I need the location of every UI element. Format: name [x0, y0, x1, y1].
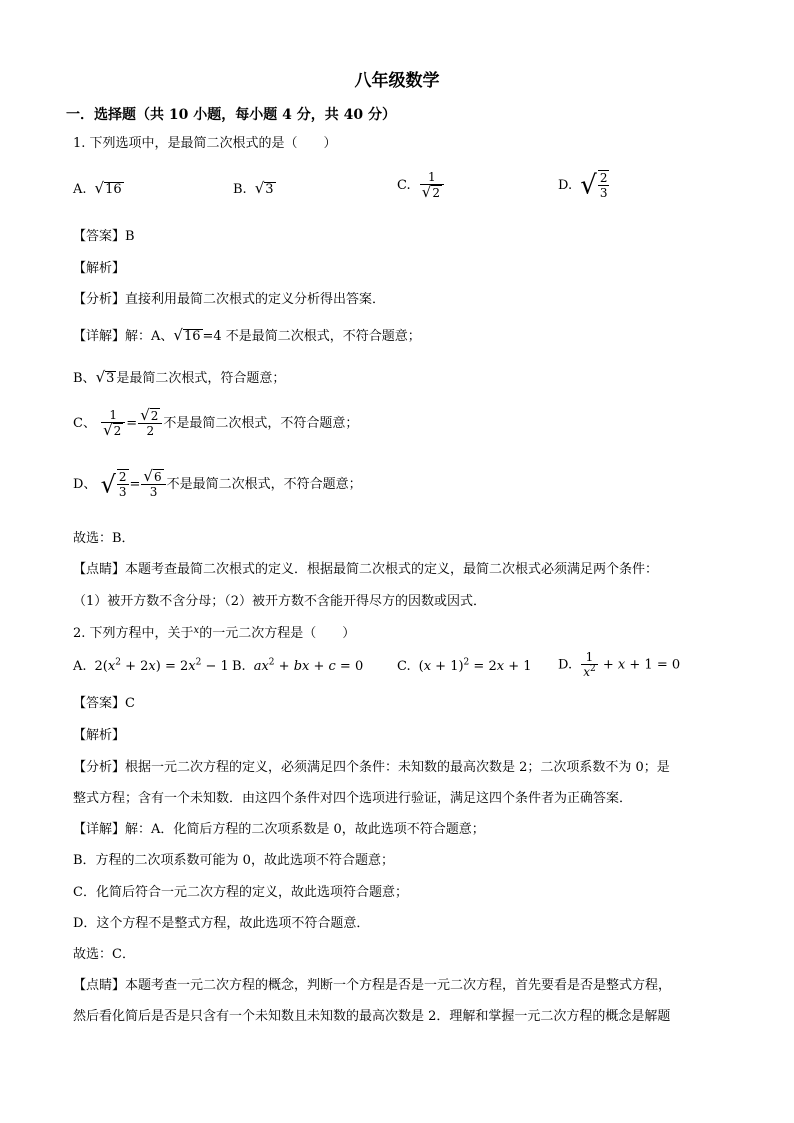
q2-detail-line4: D．这个方程不是整式方程，故此选项不符合题意． — [73, 916, 370, 931]
q1-option-a-label: A. — [73, 182, 87, 197]
q1-analysis-heading: 【解析】 — [73, 261, 126, 276]
q2-detail-line1: 【详解】解：A．化简后方程的二次项系数是 0，故此选项不符合题意； — [73, 822, 485, 837]
q2-stem — [73, 626, 355, 640]
q2-stem-suffix: 的一元二次方程是（ ） — [199, 626, 356, 641]
section-heading: 一．选择题（共 10 小题，每小题 4 分，共 40 分） — [66, 107, 396, 123]
q1-choose: 故选：B． — [73, 531, 135, 546]
q1-detail-c-num1: 1 — [109, 408, 118, 422]
q1-comment-line2: （1）被开方数不含分母；（2）被开方数不含能开得尽方的因数或因式． — [73, 594, 487, 609]
q1-option-d-numerator: 2 — [599, 171, 608, 185]
q1-detail-d-den1: 3 — [118, 485, 127, 499]
q1-detail-c-text: 不是最简二次根式，不符合题意； — [163, 416, 359, 431]
q1-detail-d: D、 √ $\frac{2}{3}$ = $\frac{√6}{3}$ 不是最简二次根式，不符合题意； — [73, 467, 362, 499]
q2-comment-line2: 然后看化简后是否是只含有一个未知数且未知数的最高次数是 2．理解和掌握一元二次方程的概念是解题 — [73, 1009, 671, 1024]
q1-detail-c-num2: 2 — [150, 409, 159, 423]
q1-answer: 【答案】B — [73, 229, 135, 244]
q2-choose: 故选：C． — [73, 947, 135, 962]
q1-detail-b-prefix: B、 — [73, 371, 96, 386]
q1-detail-c: C、 $\frac{1}{√2}$ = $\frac{√2}{2}$ 不是最简二次根式，不符合题意； — [73, 406, 359, 439]
q1-detail-b: B、√3 是最简二次根式，符合题意； — [73, 368, 286, 386]
q1-detail-c-den1: 2 — [113, 424, 122, 438]
q1-option-d-label: D. — [558, 178, 573, 193]
q2-option-d-label: D. — [558, 657, 573, 673]
q1-detail-c-den2: 2 — [138, 423, 162, 439]
q1-detail-d-num2: 6 — [153, 470, 162, 484]
q1-option-d: D. √ $\frac{2}{3}$ — [558, 170, 608, 201]
q1-detail-a-radicand: 16 — [183, 329, 201, 344]
q1-stem: 1. 下列选项中，是最简二次根式的是（ ） — [73, 136, 337, 151]
q1-option-c-label: C. — [397, 178, 411, 193]
q2-stem-variable: x — [193, 625, 200, 636]
q1-option-a: A. √16 — [73, 179, 122, 197]
q1-detail-b-text: 是最简二次根式，符合题意； — [116, 371, 286, 386]
q1-option-b-radicand: 3 — [265, 182, 274, 197]
q1-option-b: B. √3 — [233, 179, 274, 197]
q2-fenxi-line1: 【分析】根据一元二次方程的定义，必须满足四个条件：未知数的最高次数是 2；二次项系数不为 0；是 — [73, 760, 670, 775]
q1-detail-a-text: =4 不是最简二次根式，不符合题意； — [202, 329, 421, 344]
q2-answer: 【答案】C — [73, 696, 135, 711]
q1-detail-a: 【详解】解：A、√16 =4 不是最简二次根式，不符合题意； — [73, 326, 421, 344]
q2-option-c: C. $(x + 1)^2 = 2x + 1$ — [397, 657, 532, 674]
q2-option-c-label: C. — [397, 659, 411, 674]
q2-detail-line3: C．化简后符合一元二次方程的定义，故此选项符合题意； — [73, 885, 408, 900]
page-title: 八年级数学 — [354, 71, 440, 91]
q2-option-a: A. $2(x^2 + 2x) = 2x^2 - 1$ — [73, 657, 229, 674]
q2-option-d: D. $\frac{1}{x^2}$ + x + 1 = 0 — [558, 650, 681, 679]
q1-option-c-denominator: 2 — [432, 186, 440, 200]
q1-option-d-denominator: 3 — [599, 186, 608, 200]
q1-detail-d-num1: 2 — [118, 470, 127, 484]
q1-comment-line1: 【点睛】本题考查最简二次根式的定义．根据最简二次根式的定义，最简二次根式必须满足两个条件： — [73, 562, 659, 577]
q2-analysis-heading: 【解析】 — [73, 728, 126, 743]
q1-detail-a-prefix: 【详解】解：A、 — [73, 329, 174, 344]
q1-option-a-radicand: 16 — [105, 182, 122, 197]
q1-option-c-numerator: 1 — [428, 170, 436, 184]
q1-fenxi: 【分析】直接利用最简二次根式的定义分析得出答案． — [73, 292, 386, 307]
q1-option-c: C. $\frac{1}{√2}$ — [397, 170, 445, 201]
q2-fenxi-line2: 整式方程；含有一个未知数．由这四个条件对四个选项进行验证，满足这四个条件者为正确答案． — [73, 791, 633, 806]
q1-detail-d-prefix: D、 — [73, 477, 97, 492]
q1-detail-c-prefix: C、 — [73, 416, 96, 431]
q1-detail-d-text: 不是最简二次根式，不符合题意； — [166, 477, 362, 492]
q1-detail-b-radicand: 3 — [106, 371, 115, 386]
q2-option-a-label: A. — [73, 659, 87, 674]
q1-option-b-label: B. — [233, 182, 247, 197]
q2-option-b-label: B. — [232, 659, 246, 674]
q2-comment-line1: 【点睛】本题考查一元二次方程的概念，判断一个方程是否是一元二次方程，首先要看是否是整式方程， — [73, 978, 672, 993]
q2-stem-prefix: 2. 下列方程中，关于 — [73, 626, 194, 641]
q2-option-b: B. $ax^2$ + bx + c = 0 — [232, 657, 364, 674]
q1-detail-d-den2: 3 — [141, 484, 165, 500]
q2-detail-line2: B．方程的二次项系数可能为 0，故此选项不符合题意； — [73, 853, 394, 868]
